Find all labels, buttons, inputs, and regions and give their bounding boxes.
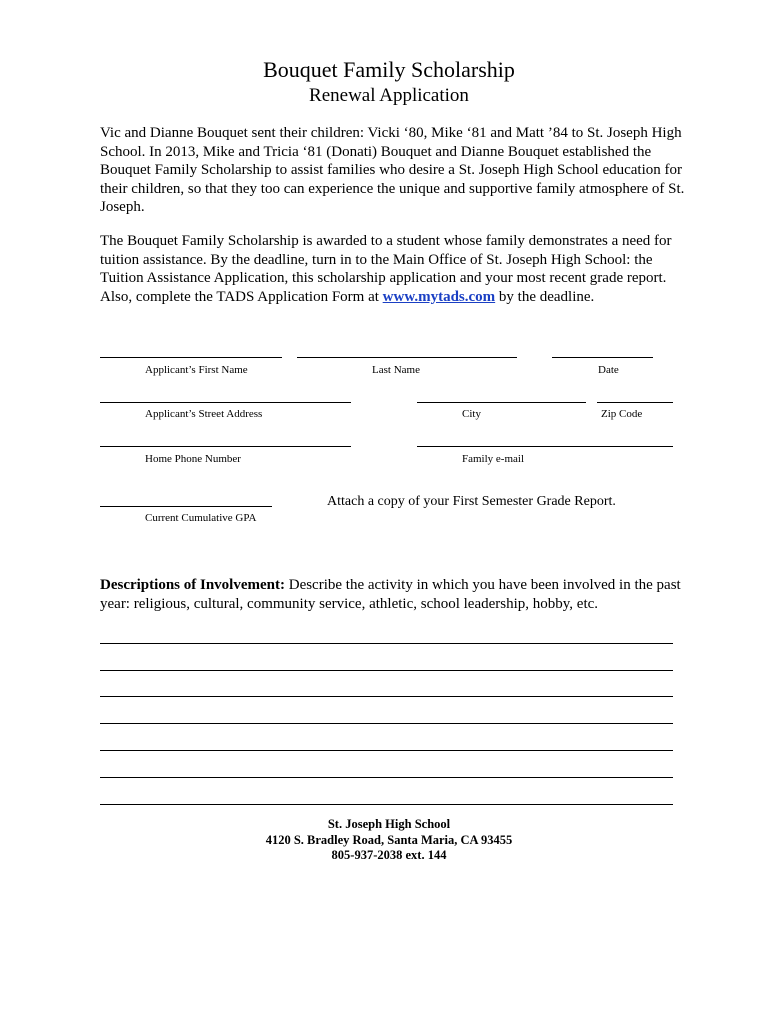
street-address-label: Applicant’s Street Address <box>145 408 263 420</box>
involvement-line[interactable] <box>100 777 673 778</box>
page-title: Bouquet Family Scholarship <box>263 57 515 82</box>
footer-school-name: St. Joseph High School <box>327 817 451 831</box>
footer <box>0 817 770 864</box>
instructions-text: The Bouquet Family Scholarship is awarded to a student whose family demonstrates a need for tuition assistance. By the deadline, turn in to the Main Office of St. Joseph High School: the Tuition Assistance Application, this scholarship application and your most recent grade report. Also, complete the TADS Application Form at <box>100 233 672 305</box>
involvement-line[interactable] <box>100 750 673 751</box>
gpa-field[interactable] <box>100 506 272 507</box>
involvement-line[interactable] <box>100 696 673 697</box>
footer-address: 4120 S. Bradley Road, Santa Maria, CA 93455 <box>265 832 513 847</box>
zip-code-label: Zip Code <box>601 408 643 420</box>
involvement-heading: Descriptions of Involvement: <box>100 577 285 593</box>
involvement-line[interactable] <box>100 723 673 724</box>
involvement-prompt: Describe the activity in which you have been involved in the past year: religious, cultural, community service, athletic, school leadership, hobby, etc. <box>100 577 681 612</box>
first-name-label: Applicant’s First Name <box>145 364 248 376</box>
instructions-paragraph <box>100 232 690 306</box>
family-email-field[interactable] <box>417 446 673 447</box>
instructions-text-end: by the deadline. <box>495 288 595 305</box>
footer-phone: 805-937-2038 ext. 144 <box>331 848 447 862</box>
street-address-field[interactable] <box>100 402 351 403</box>
last-name-label: Last Name <box>372 364 420 376</box>
city-field[interactable] <box>417 402 586 403</box>
zip-code-field[interactable] <box>597 402 673 403</box>
tads-link[interactable]: www.mytads.com <box>382 288 496 305</box>
involvement-line[interactable] <box>100 804 673 805</box>
date-field[interactable] <box>552 357 653 358</box>
page-subtitle: Renewal Application <box>309 85 469 106</box>
last-name-field[interactable] <box>297 357 517 358</box>
attach-grade-report-note: Attach a copy of your First Semester Grade Report. <box>327 494 616 509</box>
family-email-label: Family e-mail <box>462 453 525 465</box>
first-name-field[interactable] <box>100 357 282 358</box>
involvement-line[interactable] <box>100 670 673 671</box>
home-phone-label: Home Phone Number <box>145 453 241 465</box>
involvement-section <box>100 576 690 613</box>
city-label: City <box>462 408 481 420</box>
home-phone-field[interactable] <box>100 446 351 447</box>
involvement-line[interactable] <box>100 643 673 644</box>
date-label: Date <box>598 364 619 376</box>
gpa-label: Current Cumulative GPA <box>145 512 257 524</box>
intro-paragraph: Vic and Dianne Bouquet sent their children: Vicki ‘80, Mike ‘81 and Matt ’84 to St. Joseph High School. In 2013, Mike and Tricia ‘81 (Donati) Bouquet and Dianne Bouquet established the Bouquet Family Scholarship to assist families who desire a St. Joseph High School education for their children, so that they too can experience the unique and supportive family atmosphere of St. Joseph. <box>100 125 685 215</box>
